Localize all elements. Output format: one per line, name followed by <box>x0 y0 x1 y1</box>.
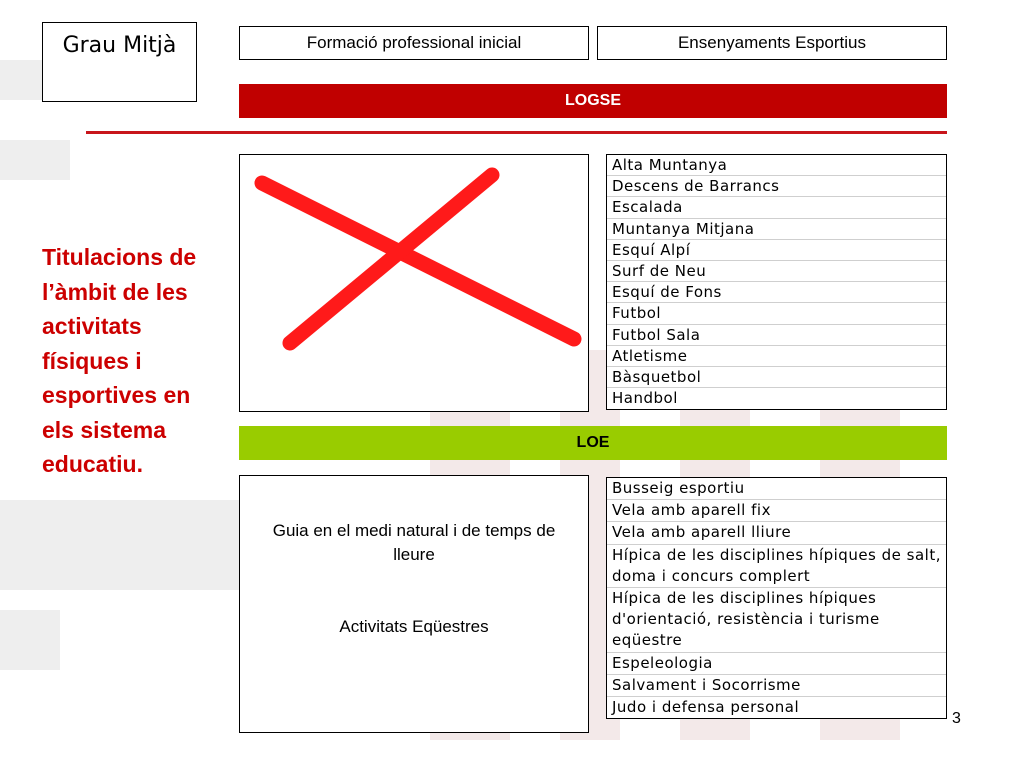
list-item: Esquí Alpí <box>607 240 946 261</box>
list-item: Alta Muntanya <box>607 155 946 176</box>
logse-fp-box <box>239 154 589 412</box>
loe-band: LOE <box>239 426 947 460</box>
logse-band: LOGSE <box>239 84 947 118</box>
loe-fp-box <box>239 475 589 733</box>
cross-mark-icon <box>240 155 590 413</box>
list-item: Descens de Barrancs <box>607 176 946 197</box>
red-divider <box>86 131 947 134</box>
list-item: Handbol <box>612 389 678 408</box>
list-item: Esquí de Fons <box>607 282 946 303</box>
loe-fp-title-1: Guia en el medi natural i de temps de lleure <box>272 521 556 564</box>
list-item: Hípica de les disciplines hípiques d'orientació, resistència i turisme eqüestre <box>607 588 946 653</box>
page-number: 3 <box>952 710 961 727</box>
list-item: Busseig esportiu <box>607 478 946 500</box>
side-title: Titulacions de l’àmbit de les activitats físiques i esportives en els sistema educatiu. <box>42 244 197 477</box>
header-fp-inicial: Formació professional inicial <box>239 26 589 60</box>
list-item: Vela amb aparell fix <box>607 500 946 522</box>
list-item: Escalada <box>607 197 946 218</box>
loe-titles-list <box>606 477 947 719</box>
list-item: Espeleologia <box>607 653 946 675</box>
list-item: Bàsquetbol <box>607 367 946 388</box>
level-box: Grau Mitjà <box>42 22 197 102</box>
list-item: Atletisme <box>607 346 946 367</box>
list-item: Futbol <box>607 303 946 324</box>
list-item: Salvament i Socorrisme <box>607 675 946 697</box>
logse-titles-list <box>606 154 947 410</box>
list-item: Futbol Sala <box>607 325 946 346</box>
loe-fp-title-2: Activitats Eqüestres <box>339 617 489 636</box>
list-item: Vela amb aparell lliure <box>607 522 946 544</box>
list-item: Surf de Neu <box>607 261 946 282</box>
list-item: Muntanya Mitjana <box>607 219 946 240</box>
list-item: Judo i defensa personal <box>612 698 800 717</box>
list-item: Hípica de les disciplines hípiques de salt, doma i concurs complert <box>607 545 946 588</box>
header-ensenyaments-esportius: Ensenyaments Esportius <box>597 26 947 60</box>
